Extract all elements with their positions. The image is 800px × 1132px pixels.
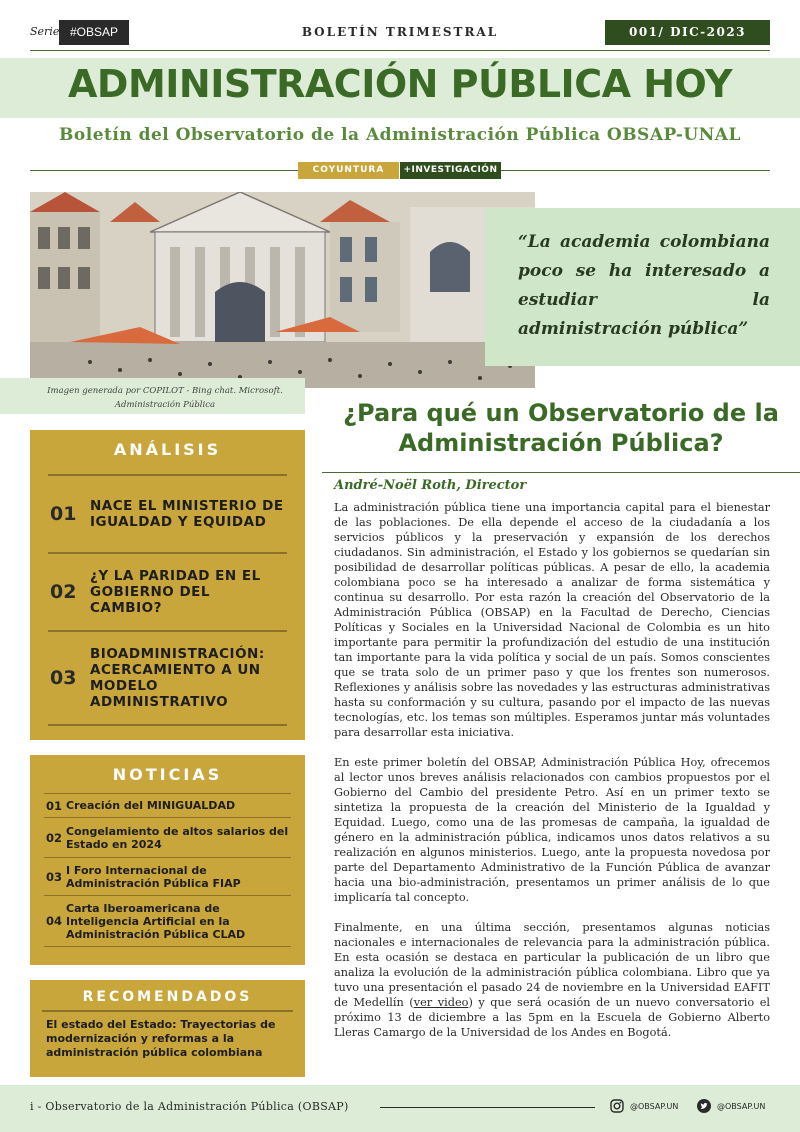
tag-investigacion: +INVESTIGACIÓN (400, 162, 501, 179)
article-paragraph (334, 920, 770, 1040)
analisis-item-title: ¿Y LA PARIDAD EN EL GOBIERNO DEL CAMBIO? (90, 568, 261, 616)
analisis-item[interactable] (48, 630, 287, 726)
instagram-handle: @OBSAP.UN (630, 1101, 679, 1111)
instagram-icon (610, 1099, 624, 1113)
image-caption: Imagen generada por COPILOT - Bing chat. Microsoft. Administración Pública (47, 386, 283, 410)
tag-divider-right (500, 170, 770, 171)
article-author: André-Noël Roth, Director (334, 478, 527, 493)
noticia-item-title: Carta Iberoamericana de Inteligencia Artificial en la Administración Pública CLAD (66, 901, 246, 941)
pull-quote-text: “La academia colombiana poco se ha interesado a estudiar la administración pública” (518, 232, 770, 339)
instagram-link[interactable] (610, 1099, 678, 1113)
article-title: ¿Para qué un Observatorio de la Administración Pública? (343, 399, 779, 457)
twitter-icon (697, 1099, 711, 1113)
analisis-item-title: NACE EL MINISTERIO DE IGUALDAD Y EQUIDAD (90, 498, 284, 530)
noticias-heading: NOTICIAS (112, 765, 223, 784)
footer-divider (380, 1107, 595, 1108)
tag-coyuntura: COYUNTURA (298, 162, 399, 179)
recomendados-box (30, 980, 305, 1077)
analisis-item-number: 02 (50, 581, 77, 603)
noticia-item-number: 03 (46, 869, 63, 884)
analisis-item-title: BIOADMINISTRACIÓN: ACERCAMIENTO A UN MODELO ADMINISTRATIVO (90, 646, 265, 710)
noticia-item[interactable] (44, 817, 291, 857)
article-body (334, 500, 770, 1055)
noticia-item-title: I Foro Internacional de Administración Pública FIAP (66, 863, 241, 890)
top-divider (30, 50, 770, 51)
noticia-item[interactable] (44, 857, 291, 895)
article-paragraph: En este primer boletín del OBSAP, Administración Pública Hoy, ofrecemos al lector unos breves análisis relacionados con cambios propuestos por el Gobierno del Cambio del presidente Petro. Así en un primer texto se sintetiza la propuesta de la creación del Ministerio de la Igualdad y Equidad. Luego, como una de las promesas de campaña, la igualdad de género en la administración pública, indicamos unos datos relativos a su realización en algunos ministerios. Luego, ante la propuesta novedosa por parte del Departamento Administrativo de la Función Pública de avanzar hacia una bio-administración, presentamos un primer análisis de lo que implicaría tal concepto. (334, 756, 770, 904)
analisis-item[interactable] (48, 474, 287, 552)
analisis-heading: ANÁLISIS (113, 440, 222, 459)
noticia-item-number: 02 (46, 830, 63, 845)
article-text: ) y que será ocasión de un nuevo conversatorio el próximo 13 de diciembre a las 5pm en la Escuela de Gobierno Alberto Lleras Camargo de la Universidad de los Andes en Bogotá. (334, 996, 770, 1039)
masthead-title: ADMINISTRACIÓN PÚBLICA HOY (68, 62, 732, 106)
analisis-item[interactable] (48, 552, 287, 630)
recomendados-heading: RECOMENDADOS (42, 980, 293, 1012)
top-bar (30, 20, 770, 48)
noticias-box (30, 755, 305, 965)
issue-badge: 001/ DIC-2023 (605, 20, 770, 45)
article-divider (322, 472, 800, 473)
masthead-subtitle: Boletín del Observatorio de la Administración Pública OBSAP-UNAL (59, 125, 741, 145)
serie-label: Serie (30, 25, 60, 38)
pull-quote (485, 208, 800, 366)
analisis-item-number: 03 (50, 667, 77, 689)
video-link[interactable]: ver video (413, 996, 469, 1009)
noticia-item-title: Congelamiento de altos salarios del Estado en 2024 (66, 824, 289, 851)
noticia-item-number: 04 (46, 914, 63, 928)
noticia-item-title: Creación del MINIGUALDAD (66, 799, 236, 812)
analisis-item-number: 01 (50, 503, 77, 525)
tag-divider-left (30, 170, 300, 171)
noticia-item[interactable] (44, 895, 291, 947)
hero-image (30, 192, 535, 388)
analisis-box (30, 430, 305, 740)
serie-tag: #OBSAP (59, 20, 129, 45)
noticia-item-number: 01 (46, 798, 63, 813)
article-text: Finalmente, en una última sección, presentamos algunas noticias nacionales e internacionales de relevancia para la administración pública. En esta ocasión se destaca en particular la publicación de un libro que analiza la evolución de la administración pública colombiana. Libro que ya tuvo una presentación el pasado 24 de noviembre en la Universidad EAFIT de Medellín ( (334, 921, 770, 1009)
twitter-link[interactable] (697, 1099, 765, 1113)
twitter-handle: @OBSAP.UN (717, 1101, 766, 1111)
footer-text: i - Observatorio de la Administración Pública (OBSAP) (30, 1100, 349, 1113)
noticia-item[interactable] (44, 793, 291, 817)
section-label: BOLETÍN TRIMESTRAL (301, 25, 499, 39)
article-paragraph: La administración pública tiene una importancia capital para el bienestar de las poblaciones. De ella depende el acceso de la ciudadanía a los servicios públicos y la preservación y expansión de los derechos ciudadanos. Sin administración, el Estado y los gobiernos se quedarían sin posibilidad de desarrollar políticas públicas. A pesar de ello, la academia colombiana poco se ha interesado a analizar de forma sistemática y continua su desarrollo. Por esta razón la creación del Observatorio de la Administración Pública (OBSAP) en la Facultad de Derecho, Ciencias Políticas y Sociales en la Universidad Nacional de Colombia es un hito importante para permitir la profundización del estudio de una institución tan importante para la vida política y social de un país. Somos conscientes que se trata solo de un primer paso y que los frentes son numerosos. Reflexiones y análisis sobre las novedades y las estructuras administrativas hasta su conformación y su cultura, pasando por el impacto de las nuevas tecnologías, etc. los temas son múltiples. Esperamos juntar más voluntades para desarrollar esta iniciativa. (334, 501, 770, 739)
recomendado-item[interactable]: El estado del Estado: Trayectorias de modernización y reformas a la administración pública colombiana (46, 1018, 276, 1059)
